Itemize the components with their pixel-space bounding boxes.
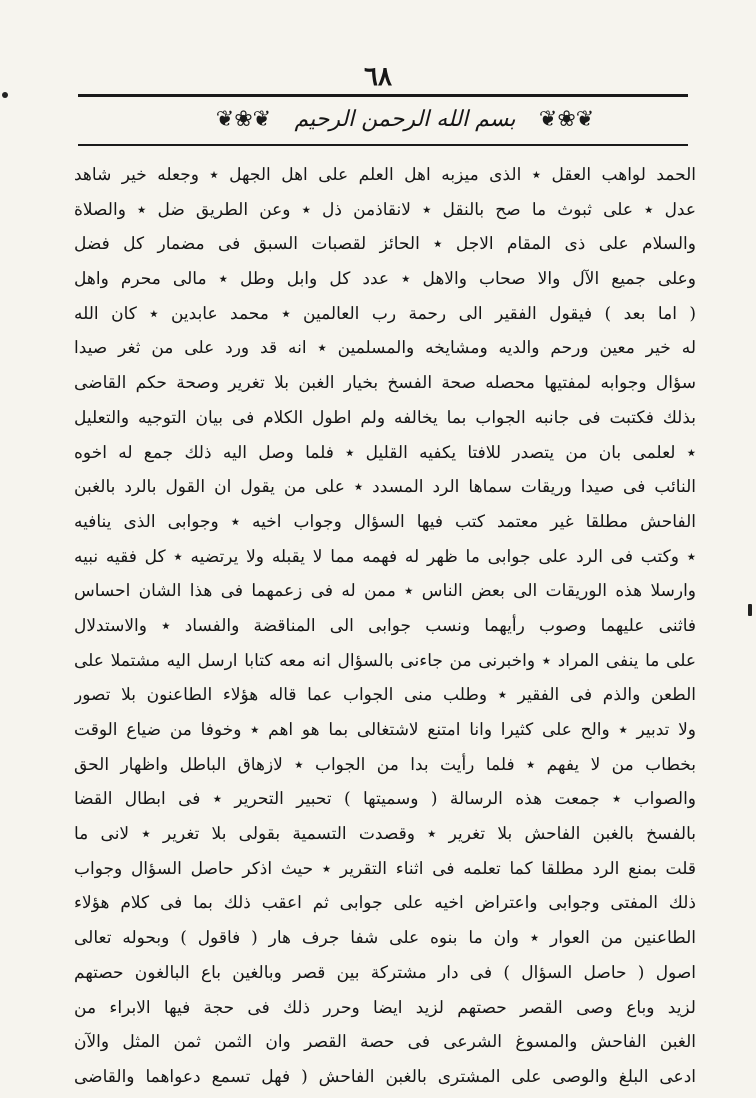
- text-line: عدل ٭ على ثبوث ما صح بالنقل ٭ لانقاذمن ذل ٭ وعن الطريق ضل ٭ والصلاة: [74, 199, 696, 220]
- text-line: ذلك المفتى وجوابى واعتراض اخيه على جوابى ثم اعقب ذلك بما فى كلام هؤلاء: [74, 893, 696, 914]
- ornament-right-icon: ❦❀❦: [538, 107, 595, 132]
- text-line: ٭ وكتب فى الرد على جوابى ما ظهر له فهمه مما لا يقبله ولا يرتضيه ٭ كل فقيه نبيه: [74, 546, 696, 567]
- header-bottom-rule: [78, 144, 688, 146]
- text-line: النائب فى صيدا وريقات سماها الرد المسدد ٭ على من يقول ان القول بالرد بالغبن: [74, 477, 696, 498]
- text-line: سؤال وجوابه لمفتيها محصله صحة الفسخ بخيار الغبن بلا تغرير وصحة حكم القاضى: [74, 373, 696, 394]
- text-line: له خير معين ورحم والديه ومشايخه والمسلمين ٭ انه قد ورد على من ثغر صيدا: [74, 338, 696, 359]
- text-line: والصواب ٭ جمعت هذه الرسالة ( وسميتها ) تحبير التحرير ٭ فى ابطال القضا: [74, 789, 696, 810]
- text-line: وعلى جميع الآل والا صحاب والاهل ٭ عدد كل وابل وطل ٭ مالى محرم واهل: [74, 269, 696, 290]
- text-line: الغبن الفاحش والمسوغ الشرعى فى حصة القصر وان الثمن ثمن المثل والآن: [74, 1032, 696, 1053]
- text-line: وارسلا هذه الوريقات الى بعض الناس ٭ ممن له فى زعمهما فى هذا الشان احساس: [74, 581, 696, 602]
- margin-tick-mark: [748, 604, 752, 616]
- text-line: لزيد وباع وصى القصر حصتهم لزيد ايضا وحرر ذلك فى حجة فيها الابراء من: [74, 997, 696, 1018]
- text-line: فاثنى عليهما وصوب رأيهما ونسب جوابى الى المناقضة والفساد ٭ والاستدلال: [74, 615, 696, 636]
- text-line: ( اما بعد ) فيقول الفقير الى رحمة رب العالمين ٭ محمد عابدين ٭ كان الله: [74, 303, 696, 324]
- text-line: والسلام على ذى المقام الاجل ٭ الحائز لقصبات السبق فى مضمار كل فضل: [74, 234, 696, 255]
- text-line: ٭ لعلمى بان من يتصدر للافتا يكفيه القليل ٭ فلما وصل اليه ذلك جمع له اخوه: [74, 442, 696, 463]
- text-line: الطعن والذم فى الفقير ٭ وطلب منى الجواب عما قاله هؤلاء الطاعنون بلا تصور: [74, 685, 696, 706]
- text-line: على ما ينفى المراد ٭ واخبرنى من جاءنى بالسؤال انه معه كتابا ارسل اليه مشتملا على: [74, 650, 696, 671]
- text-line: بخطاب من لا يفهم ٭ فلما رأيت بدا من الجواب ٭ لازهاق الباطل واظهار الحق: [74, 754, 696, 775]
- text-line: الطاعنين من العوار ٭ وان ما بنوه على شفا جرف هار ( فاقول ) وبحوله تعالى: [74, 928, 696, 949]
- header-top-rule: [78, 94, 688, 97]
- margin-dot-mark: [2, 92, 8, 98]
- text-line: اصول ( حاصل السؤال ) فى دار مشتركة بين قصر وبالغين باع البالغون حصتهم: [74, 962, 696, 983]
- text-line: قلت بمنع الرد مطلقا كما تعلمه فى اثناء التقرير ٭ حيث اذكر حاصل السؤال وجواب: [74, 858, 696, 879]
- text-line: ولا تدبير ٭ والح على كثيرا وانا امتنع لاشتغالى بما هو اهم ٭ وخوفا من ضياع الوقت: [74, 720, 696, 740]
- text-line: بالفسخ بالغبن الفاحش بلا تغرير ٭ وقصدت التسمية بقولى بلا تغرير ٭ لانى ما: [74, 824, 696, 845]
- text-line: الفاحش مطلقا غير معتمد كتب فيها السؤال وجواب اخيه ٭ وجوابى الذى ينافيه: [74, 511, 696, 532]
- body-text: [74, 158, 696, 1095]
- text-line: الحمد لواهب العقل ٭ الذى ميزبه اهل العلم على اهل الجهل ٭ وجعله خير شاهد: [74, 165, 696, 185]
- text-line: بذلك فكتبت فى جانبه الجواب بما يخالفه ولم اطول الكلام فى بيان التوجيه والتعليل: [74, 407, 696, 428]
- page-number: ٦٨: [364, 62, 392, 92]
- basmala-header: [110, 102, 700, 138]
- text-line: ادعى البلغ والوصى على المشترى بالغبن الفاحش ( فهل تسمع دعواهما والقاضى: [74, 1066, 696, 1087]
- basmala-text: بسم الله الرحمن الرحيم: [294, 107, 516, 132]
- ornament-left-icon: ❦❀❦: [215, 107, 272, 132]
